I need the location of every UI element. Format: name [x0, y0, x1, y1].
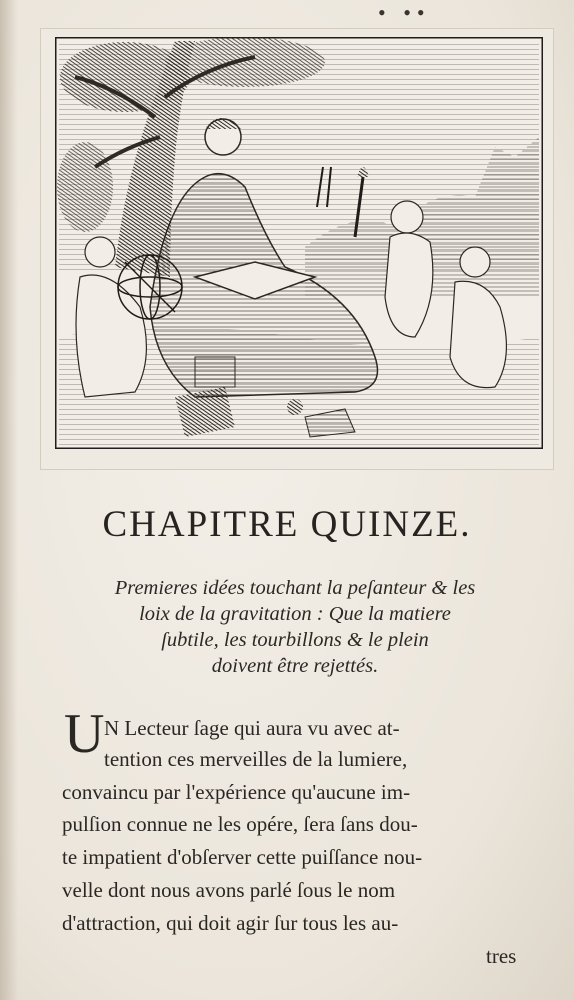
summary-line: loix de la gravitation : Que la matiere: [139, 603, 451, 625]
body-line: te impatient d'obſerver cette puiſſance nou-: [62, 845, 423, 869]
body-line: N Lecteur ſage qui aura vu avec at-: [104, 716, 400, 740]
drop-cap: U: [64, 703, 105, 765]
summary-line: ſubtile, les tourbillons & le plein: [161, 629, 429, 651]
body-line: pulſion connue ne les opére, ſera ſans dou-: [62, 812, 418, 836]
body-line: convaincu par l'expérience qu'aucune im-: [62, 780, 411, 804]
catchword: tres: [486, 944, 517, 968]
summary-line: doivent être rejettés.: [211, 655, 379, 677]
body-line: tention ces merveilles de la lumiere,: [104, 747, 408, 771]
body-line: d'attraction, qui doit agir ſur tous les au-: [62, 911, 399, 935]
body-line: velle dont nous avons parlé ſous le nom: [62, 878, 396, 902]
summary-line: Premieres idées touchant la peſanteur & les: [114, 577, 476, 599]
top-edge-marks: • ••: [378, 0, 431, 25]
chapter-title: CHAPITRE QUINZE.: [102, 504, 472, 545]
